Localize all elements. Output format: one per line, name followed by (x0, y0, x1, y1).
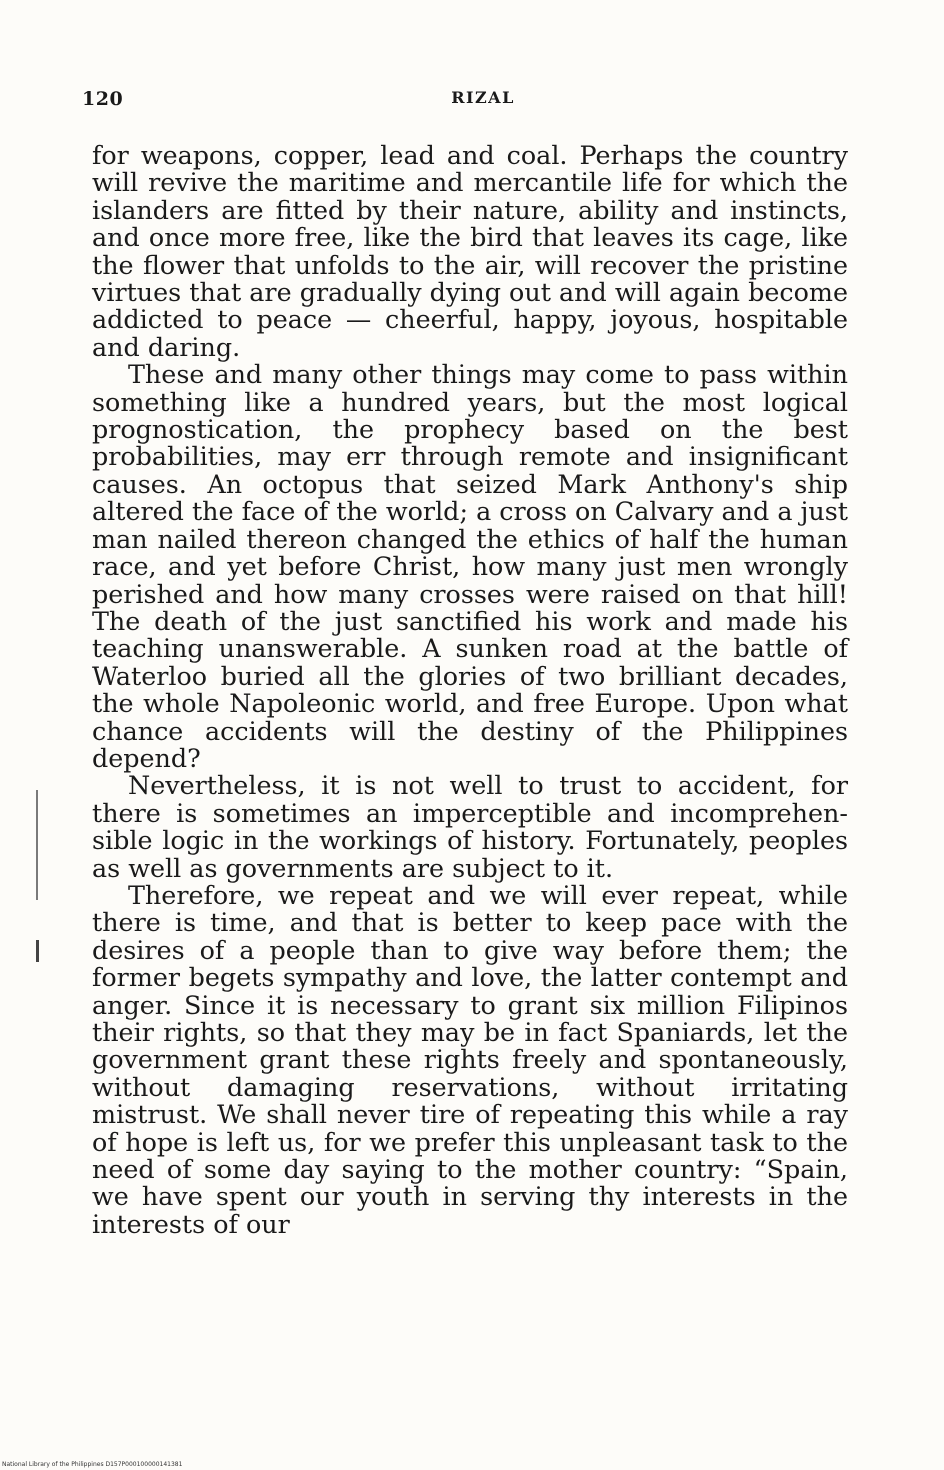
library-stamp: National Library of the Philippines D157P000100000141381 (2, 1461, 183, 1468)
running-head: RIZAL (451, 88, 515, 107)
paragraph-3: Nevertheless, it is not well to trust to accident, for there is sometimes an imperceptible and incomprehensible logic in the workings of history. Fortunately, peoples as well as governments are subject to it. (92, 770, 848, 883)
paragraph-2: These and many other things may come to pass within something like a hundred years, but the most logical prognostication, the prophecy based on the best probabilities, may err through remote and insignificant causes. An octopus that seized Mark Anthony's ship altered the face of the world; a cross on Calvary and a just man nailed thereon changed the ethics of half the human race, and yet before Christ, how many just men wrongly perished and how many crosses were raised on that hill! The death of the just sanctified his work and made his teaching unanswerable. A sunken road at the battle of Waterloo buried all the glories of two brilliant decades, the whole Napoleonic world, and free Europe. Upon what chance accidents will the destiny of the Philippines depend? (92, 359, 848, 773)
page-number: 120 (82, 88, 124, 110)
margin-pencil-mark (36, 790, 38, 900)
margin-pencil-mark (36, 940, 39, 962)
page-header (82, 88, 854, 118)
paragraph-1: for weapons, copper, lead and coal. Perhaps the country will revive the maritime and mercantile life for which the islanders are fitted by their nature, ability and instincts, and once more free, like the bird that leaves its cage, like the flower that unfolds to the air, will recover the pristine virtues that are gradually dying out and will again become addicted to peace — cheerful, happy, joyous, hospitable and daring. (92, 140, 848, 362)
paragraph-4: Therefore, we repeat and we will ever repeat, while there is time, and that is better to keep pace with the desires of a people than to give way before them; the former begets sympathy and love, the latter contempt and anger. Since it is necessary to grant six million Filipinos their rights, so that they may be in fact Spaniards, let the government grant these rights freely and spontaneously, without damaging reservations, without irritating mistrust. We shall never tire of repeating this while a ray of hope is left us, for we prefer this unpleasant task to the need of some day saying to the mother country: “Spain, we have spent our youth in serving thy interests in the interests of our (92, 879, 848, 1239)
body-text (92, 142, 848, 1238)
